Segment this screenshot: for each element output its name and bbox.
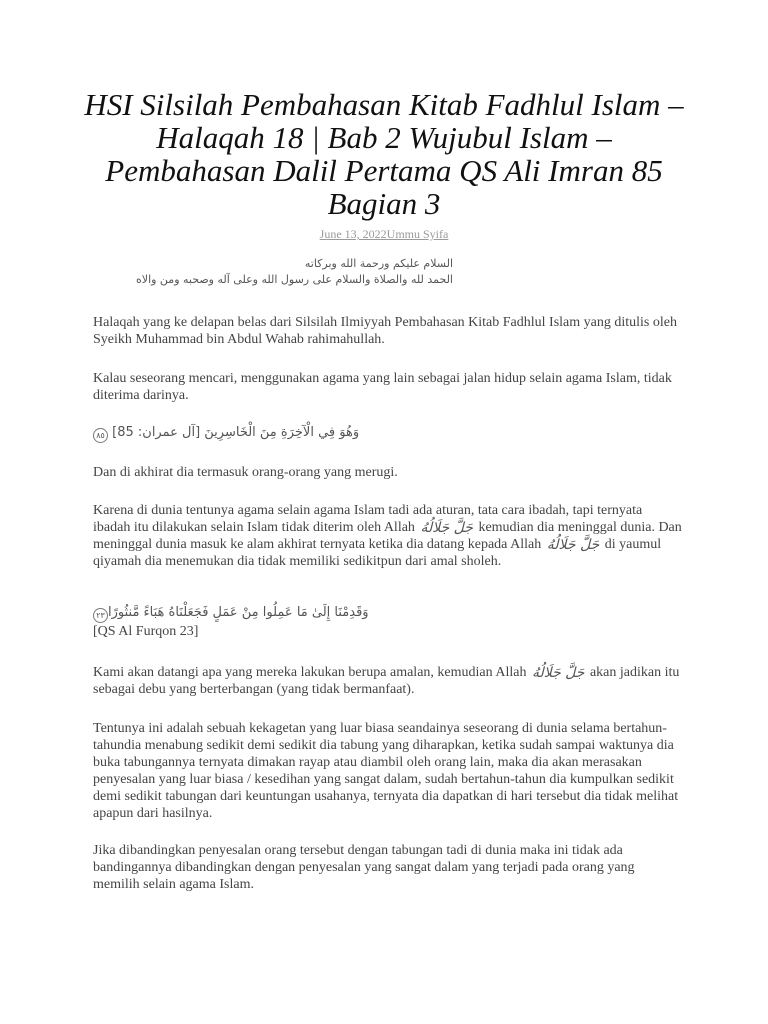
- quran-verse-al-furqon: [93, 604, 683, 641]
- post-meta: [0, 227, 768, 242]
- ayah-text: وَهُوَ فِي الْآخِرَةِ مِنَ الْخَاسِرِينَ [آل عمران: 85]: [112, 425, 360, 440]
- paragraph-akhirat: Dan di akhirat dia termasuk orang-orang yang merugi.: [93, 465, 398, 480]
- hamdalah-line: الحمد لله والصلاة والسلام على رسول الله وعلى آله وصحبه ومن والاه: [136, 273, 453, 286]
- paragraph-worship-part1: Karena di dunia tentunya agama selain agama Islam tadi ada aturan, tata cara ibadah, tapi ternyata ibadah itu dilakukan selain Islam tidak diterim oleh Allah: [93, 503, 643, 535]
- paragraph-dust-part1: Kami akan datangi apa yang mereka lakukan berupa amalan, kemudian Allah: [93, 665, 527, 680]
- ayah-line: [93, 604, 369, 623]
- paragraph-dust-part2: akan jadikan itu sebagai debu yang berterbangan (yang tidak bermanfaat).: [93, 665, 680, 697]
- paragraph-worship-part2: kemudian dia meninggal dunia. Dan meninggal dunia masuk ke alam akhirat ternyata ketika dia datang kepada Allah: [93, 520, 682, 552]
- salam-line: السلام عليكم ورحمة الله وبركاته: [304, 257, 453, 270]
- paragraph-savings-analogy: Tentunya ini adalah sebuah kekagetan yang luar biasa seandainya seseorang di dunia selama bertahun-tahundia menabung sedikit demi sedikit dia tabung yang diharapkan, ketika sudah sampai waktunya dia buka tabungannya ternyata dimakan rayap atau diambil oleh orang lain, maka dia akan merasakan penyesalan yang luar biasa / kesedihan yang sangat dalam, sudah bertahun-tahun dia kumpulkan sedikit demi sedikit tabungan dari keuntungan usahanya, ternyata dia dapatkan di hari tersebut dia tidak melihat apapun dari hasilnya.: [93, 721, 679, 821]
- jalla-jalaluh-icon: جَلَّ جَلَالُهُ: [420, 520, 473, 536]
- post-date-link[interactable]: June 13, 2022: [319, 227, 387, 241]
- post-author-link[interactable]: Ummu Syifa: [386, 227, 449, 241]
- paragraph-intro: Halaqah yang ke delapan belas dari Silsilah Ilmiyyah Pembahasan Kitab Fadhlul Islam yang ditulis oleh Syeikh Muhammad bin Abdul Wahab rahimahullah.: [93, 315, 677, 347]
- arabic-greeting: [93, 256, 453, 288]
- paragraph-regret: Jika dibandingkan penyesalan orang tersebut dengan tabungan tadi di dunia maka ini tidak ada bandingannya dibandingkan dengan penyesalan yang sangat dalam yang terjadi pada orang yang memilih selain agama Islam.: [93, 843, 635, 892]
- ayah-end-marker-icon: ٨٥: [93, 428, 108, 443]
- paragraph-worship-part3: di yaumul qiyamah dia menemukan dia tidak memiliki sedikitpun dari amal sholeh.: [93, 537, 662, 569]
- ayah-end-marker-icon: ٢٣: [93, 608, 108, 623]
- jalla-jalaluh-icon: جَلَّ جَلَالُهُ: [531, 665, 585, 681]
- page-title: HSI Silsilah Pembahasan Kitab Fadhlul Islam – Halaqah 18 | Bab 2 Wujubul Islam – Pembahasan Dalil Pertama QS Ali Imran 85 Bagian 3: [84, 87, 684, 221]
- paragraph-seeking-religion: Kalau seseorang mencari, menggunakan agama yang lain sebagai jalan hidup selain agama Islam, tidak diterima darinya.: [93, 371, 672, 403]
- ayah-reference: [QS Al Furqon 23]: [93, 624, 199, 639]
- quran-verse-ali-imran: [93, 424, 683, 443]
- jalla-jalaluh-icon: جَلَّ جَلَالُهُ: [546, 537, 600, 553]
- ayah-text: وَقَدِمْنَا إِلَىٰ مَا عَمِلُوا مِنْ عَمَلٍ فَجَعَلْنَاهُ هَبَاءً مَّنثُورًا: [108, 605, 369, 620]
- paragraph-worship: [93, 502, 683, 570]
- paragraph-dust: [93, 664, 683, 698]
